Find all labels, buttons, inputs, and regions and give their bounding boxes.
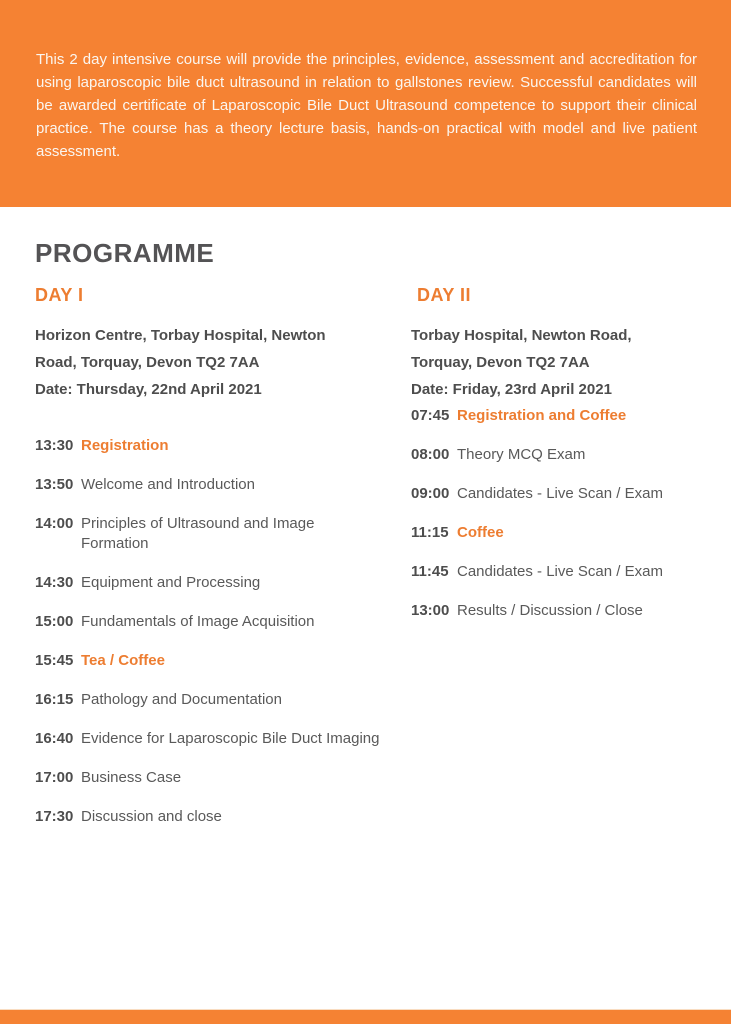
item-time: 14:00: [35, 515, 74, 532]
item-title: Pathology and Documentation: [81, 691, 282, 708]
item-title: Evidence for Laparoscopic Bile Duct Imaging: [81, 730, 380, 747]
schedule-item: [411, 562, 711, 582]
date-line: Date: Friday, 23rd April 2021: [411, 381, 612, 398]
item-title: Discussion and close: [81, 808, 222, 825]
venue-address: Torbay Hospital, Newton Road, Torquay, Devon TQ2 7AA: [411, 327, 632, 371]
schedule-item: [35, 807, 380, 827]
day-column: [35, 284, 380, 846]
schedule-list: [411, 406, 711, 621]
day-heading: DAY I: [35, 285, 84, 305]
schedule-item: [35, 729, 380, 749]
item-time: 13:00: [411, 602, 450, 619]
item-title: Results / Discussion / Close: [457, 602, 643, 619]
item-title: Principles of Ultrasound and Image Formation: [81, 515, 315, 552]
schedule-item: [411, 445, 711, 465]
item-time: 07:45: [411, 407, 450, 424]
schedule-item: [35, 651, 380, 671]
item-title: Theory MCQ Exam: [457, 446, 586, 463]
schedule-item: [35, 514, 380, 554]
schedule-item: [411, 406, 711, 426]
schedule-item: [411, 484, 711, 504]
item-time: 16:15: [35, 691, 74, 708]
item-title: Welcome and Introduction: [81, 476, 255, 493]
item-title: Registration: [81, 437, 169, 454]
schedule-item: [35, 475, 380, 495]
schedule-list: [35, 436, 380, 827]
item-title: Fundamentals of Image Acquisition: [81, 613, 315, 630]
schedule-item: [35, 768, 380, 788]
day-columns: [0, 284, 731, 846]
day-heading: DAY II: [417, 285, 472, 305]
item-time: 14:30: [35, 574, 74, 591]
item-time: 15:45: [35, 652, 74, 669]
item-time: 13:50: [35, 476, 74, 493]
item-title: Business Case: [81, 769, 182, 786]
intro-banner: [0, 0, 731, 207]
schedule-item: [35, 612, 380, 632]
date-line: Date: Thursday, 22nd April 2021: [35, 381, 262, 398]
footer-bar: [0, 1009, 731, 1024]
item-title: Candidates - Live Scan / Exam: [457, 563, 663, 580]
item-time: 08:00: [411, 446, 450, 463]
item-time: 17:30: [35, 808, 74, 825]
item-time: 11:45: [411, 563, 449, 580]
item-time: 11:15: [411, 524, 449, 541]
schedule-item: [35, 690, 380, 710]
item-title: Candidates - Live Scan / Exam: [457, 485, 663, 502]
item-title: Registration and Coffee: [457, 407, 627, 424]
schedule-item: [411, 523, 711, 543]
intro-paragraph: This 2 day intensive course will provide the principles, evidence, assessment and accreditation for using laparoscopic bile duct ultrasound in relation to gallstones review. Successful candidates will be awarded certificate of Laparoscopic Bile Duct Ultrasound competence to support their clinical practice. The course has a theory lecture basis, hands-on practical with model and live patient assessment.: [36, 51, 697, 160]
item-title: Coffee: [457, 524, 504, 541]
item-title: Equipment and Processing: [81, 574, 261, 591]
day-column: [411, 284, 711, 846]
programme-section: [0, 207, 731, 846]
item-time: 16:40: [35, 730, 74, 747]
schedule-item: [35, 436, 380, 456]
item-title: Tea / Coffee: [81, 652, 165, 669]
page-title: PROGRAMME: [35, 238, 215, 268]
item-time: 15:00: [35, 613, 74, 630]
venue-address: Horizon Centre, Torbay Hospital, Newton Road, Torquay, Devon TQ2 7AA: [35, 327, 326, 371]
schedule-item: [35, 573, 380, 593]
schedule-item: [411, 601, 711, 621]
item-time: 09:00: [411, 485, 450, 502]
item-time: 17:00: [35, 769, 74, 786]
item-time: 13:30: [35, 437, 74, 454]
